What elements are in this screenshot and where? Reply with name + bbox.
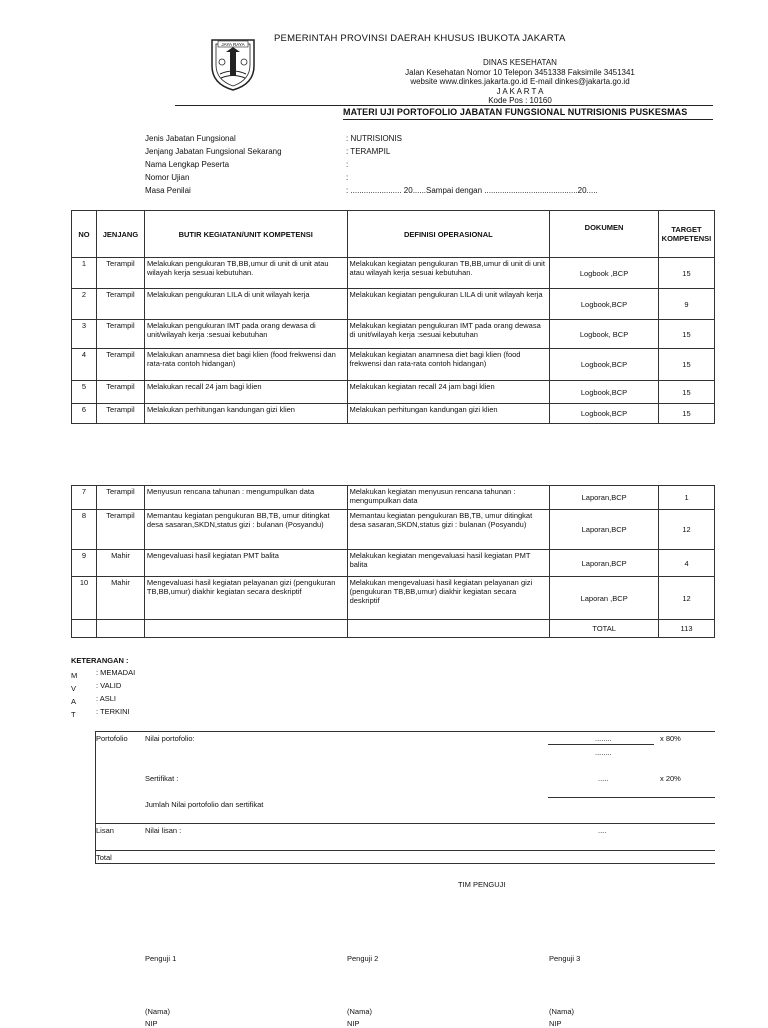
competency-table-1 bbox=[71, 210, 715, 424]
info-label: Masa Penilai bbox=[145, 186, 191, 195]
cell-no: 1 bbox=[72, 258, 97, 289]
title-underline bbox=[343, 119, 713, 120]
score-top-border bbox=[95, 731, 715, 732]
department-name: DINAS KESEHATAN bbox=[483, 58, 557, 67]
document-title: MATERI UJI PORTOFOLIO JABATAN FUNGSIONAL NUTRISIONIS PUSKESMAS bbox=[343, 107, 688, 117]
cell-butir: Melakukan anamnesa diet bagi klien (food frekwensi dan rata-rata contoh hidangan) bbox=[144, 349, 347, 381]
table-row bbox=[72, 289, 715, 320]
department-contact: website www.dinkes.jakarta.go.id E-mail dinkes@jakarta.go.id bbox=[410, 77, 630, 86]
header-jenjang: JENJANG bbox=[96, 211, 144, 258]
cell-butir: Melakukan pengukuran LILA di unit wilayah kerja bbox=[144, 289, 347, 320]
sertifikat-multiplier: x 20% bbox=[660, 774, 681, 783]
cell-butir: Melakukan recall 24 jam bagi klien bbox=[144, 381, 347, 404]
cell-butir: Melakukan perhitungan kandungan gizi klien bbox=[144, 404, 347, 424]
logo-text: JAYA RAYA bbox=[221, 42, 245, 47]
total-label-score: Total bbox=[96, 853, 112, 862]
table-row bbox=[72, 381, 715, 404]
jakarta-emblem-logo bbox=[208, 36, 258, 92]
header-dokumen: DOKUMEN bbox=[550, 211, 659, 258]
table-row bbox=[72, 404, 715, 424]
cell-dokumen: Logbook,BCP bbox=[550, 349, 659, 381]
penguji-2-nip: NIP bbox=[347, 1019, 360, 1028]
cell-dokumen: Laporan,BCP bbox=[550, 550, 659, 577]
cell-target: 15 bbox=[658, 404, 714, 424]
cell-target: 1 bbox=[659, 486, 715, 510]
cell-target: 12 bbox=[659, 577, 715, 620]
table-row bbox=[72, 349, 715, 381]
header-divider bbox=[175, 105, 713, 106]
penguji-1-nama: (Nama) bbox=[145, 1007, 171, 1016]
cell-dokumen: Laporan,BCP bbox=[550, 486, 659, 510]
cell-jenjang: Mahir bbox=[96, 550, 144, 577]
cell-target: 15 bbox=[658, 381, 714, 404]
cell-dokumen: Laporan,BCP bbox=[550, 510, 659, 550]
cell-definisi: Melakukan kegiatan menyusun rencana tahunan : mengumpulkan data bbox=[347, 486, 550, 510]
cell-jenjang: Terampil bbox=[96, 289, 144, 320]
header-definisi: DEFINISI OPERASIONAL bbox=[347, 211, 550, 258]
cell-jenjang: Terampil bbox=[96, 404, 144, 424]
jumlah-label: Jumlah Nilai portofolio dan sertifikat bbox=[145, 800, 264, 809]
cell-target: 4 bbox=[659, 550, 715, 577]
cell-jenjang: Terampil bbox=[96, 510, 144, 550]
tim-penguji-label: TIM PENGUJI bbox=[458, 880, 506, 889]
keterangan-key: T bbox=[71, 710, 76, 719]
cell-dokumen: Logbook,BCP bbox=[550, 381, 659, 404]
cell-no: 9 bbox=[72, 550, 97, 577]
penguji-2-nama: (Nama) bbox=[347, 1007, 373, 1016]
total-label: TOTAL bbox=[550, 620, 659, 638]
cell-butir: Mengevaluasi hasil kegiatan pelayanan gizi (pengukuran TB,BB,umur) diakhir kegiatan secara deskriptif bbox=[144, 577, 347, 620]
info-value: : bbox=[346, 160, 349, 169]
nilai-portofolio-label: Nilai portofolio: bbox=[145, 734, 195, 743]
sum-line bbox=[548, 797, 715, 798]
cell-target: 15 bbox=[658, 258, 714, 289]
cell-no: 7 bbox=[72, 486, 97, 510]
department-city: J A K A R T A bbox=[496, 86, 544, 96]
cell-definisi: Melakukan kegiatan pengukuran TB,BB,umur di unit di unit atau wilayah kerja sesuai kebutuhan. bbox=[347, 258, 550, 289]
score-left-border bbox=[95, 731, 96, 864]
table-row bbox=[72, 320, 715, 349]
portofolio-label: Portofolio bbox=[96, 734, 128, 743]
cell-no: 2 bbox=[72, 289, 97, 320]
government-title: PEMERINTAH PROVINSI DAERAH KHUSUS IBUKOTA JAKARTA bbox=[274, 33, 566, 44]
keterangan-key: M bbox=[71, 671, 78, 680]
portofolio-dots: ........ bbox=[595, 734, 612, 743]
cell-definisi: Melakukan mengevaluasi hasil kegiatan pelayanan gizi (pengukuran TB,BB,umur) diakhir kegiatan secara deskriptif bbox=[347, 577, 550, 620]
cell-dokumen: Logbook,BCP bbox=[550, 289, 659, 320]
cell-jenjang: Terampil bbox=[96, 349, 144, 381]
portofolio-underline bbox=[548, 744, 654, 745]
total-row bbox=[72, 620, 715, 638]
score-divider-lisan bbox=[95, 823, 715, 824]
cell-dokumen: Logbook ,BCP bbox=[550, 258, 659, 289]
header-butir: BUTIR KEGIATAN/UNIT KOMPETENSI bbox=[144, 211, 347, 258]
keterangan-desc: : VALID bbox=[96, 681, 122, 690]
keterangan-desc: : TERKINI bbox=[96, 707, 130, 716]
cell-definisi: Melakukan kegiatan pengukuran IMT pada orang dewasa di unit/wilayah kerja :sesuai kebutuhan bbox=[347, 320, 550, 349]
cell-jenjang: Terampil bbox=[96, 258, 144, 289]
cell-jenjang: Terampil bbox=[96, 486, 144, 510]
table-row bbox=[72, 258, 715, 289]
table-row bbox=[72, 486, 715, 510]
cell-definisi: Memantau kegiatan pengukuran BB,TB, umur ditingkat desa sasaran,SKDN,status gizi : bulanan (Posyandu) bbox=[347, 510, 550, 550]
cell-dokumen: Logbook, BCP bbox=[550, 320, 659, 349]
keterangan-key: V bbox=[71, 684, 77, 693]
cell-target: 12 bbox=[659, 510, 715, 550]
cell-butir: Melakukan pengukuran TB,BB,umur di unit di unit atau wilayah kerja sesuai kebutuhan. bbox=[144, 258, 347, 289]
cell-jenjang: Terampil bbox=[96, 381, 144, 404]
cell-dokumen: Logbook,BCP bbox=[550, 404, 659, 424]
info-label: Nama Lengkap Peserta bbox=[145, 160, 230, 169]
cell-butir: Mengevaluasi hasil kegiatan PMT balita bbox=[144, 550, 347, 577]
penguji-3-label: Penguji 3 bbox=[549, 954, 581, 963]
cell-no: 6 bbox=[72, 404, 97, 424]
cell-no: 3 bbox=[72, 320, 97, 349]
header-target: TARGET KOMPETENSI bbox=[658, 211, 714, 258]
keterangan-desc: : MEMADAI bbox=[96, 668, 136, 677]
lisan-label: Lisan bbox=[96, 826, 114, 835]
table-row bbox=[72, 510, 715, 550]
competency-table-2 bbox=[71, 485, 715, 638]
keterangan-key: A bbox=[71, 697, 77, 706]
cell-no: 10 bbox=[72, 577, 97, 620]
table-row bbox=[72, 577, 715, 620]
info-value: : TERAMPIL bbox=[346, 147, 391, 156]
cell-jenjang: Mahir bbox=[96, 577, 144, 620]
lisan-dots: .... bbox=[598, 826, 607, 835]
score-divider-total bbox=[95, 850, 715, 851]
cell-no: 5 bbox=[72, 381, 97, 404]
cell-butir: Menyusun rencana tahunan : mengumpulkan data bbox=[144, 486, 347, 510]
cell-butir: Memantau kegiatan pengukuran BB,TB, umur ditingkat desa sasaran,SKDN,status gizi : bulanan (Posyandu) bbox=[144, 510, 347, 550]
keterangan-title: KETERANGAN : bbox=[71, 656, 129, 665]
cell-jenjang: Terampil bbox=[96, 320, 144, 349]
sertifikat-dots: ..... bbox=[598, 774, 609, 783]
info-label: Jenis Jabatan Fungsional bbox=[145, 134, 236, 143]
info-value: : bbox=[346, 173, 349, 182]
header-no: NO bbox=[72, 211, 97, 258]
penguji-2-label: Penguji 2 bbox=[347, 954, 379, 963]
total-value: 113 bbox=[659, 620, 715, 638]
info-value: : ....................... 20......Sampai dengan ..........................................20..... bbox=[346, 186, 598, 195]
score-bottom-border bbox=[95, 863, 715, 864]
info-label: Nomor Ujian bbox=[145, 173, 190, 182]
sertifikat-label: Sertifikat : bbox=[145, 774, 179, 783]
cell-definisi: Melakukan kegiatan mengevaluasi hasil kegiatan PMT balita bbox=[347, 550, 550, 577]
portofolio-dots-2: ........ bbox=[595, 748, 612, 757]
cell-target: 15 bbox=[658, 349, 714, 381]
department-postal: Kode Pos : 10160 bbox=[488, 96, 552, 105]
portofolio-multiplier: x 80% bbox=[660, 734, 681, 743]
cell-no: 8 bbox=[72, 510, 97, 550]
cell-definisi: Melakukan kegiatan pengukuran LILA di unit wilayah kerja bbox=[347, 289, 550, 320]
department-address: Jalan Kesehatan Nomor 10 Telepon 3451338 Faksimile 3451341 bbox=[405, 67, 635, 77]
department-info bbox=[390, 58, 650, 106]
cell-dokumen: Laporan ,BCP bbox=[550, 577, 659, 620]
nilai-lisan-label: Nilai lisan : bbox=[145, 826, 182, 835]
cell-no: 4 bbox=[72, 349, 97, 381]
keterangan-desc: : ASLI bbox=[96, 694, 117, 703]
cell-definisi: Melakukan perhitungan kandungan gizi klien bbox=[347, 404, 550, 424]
cell-target: 9 bbox=[658, 289, 714, 320]
table-row bbox=[72, 550, 715, 577]
penguji-1-nip: NIP bbox=[145, 1019, 158, 1028]
info-label: Jenjang Jabatan Fungsional Sekarang bbox=[145, 147, 282, 156]
penguji-1-label: Penguji 1 bbox=[145, 954, 177, 963]
cell-butir: Melakukan pengukuran IMT pada orang dewasa di unit/wilayah kerja :sesuai kebutuhan bbox=[144, 320, 347, 349]
penguji-3-nama: (Nama) bbox=[549, 1007, 575, 1016]
penguji-3-nip: NIP bbox=[549, 1019, 562, 1028]
cell-target: 15 bbox=[658, 320, 714, 349]
cell-definisi: Melakukan kegiatan recall 24 jam bagi klien bbox=[347, 381, 550, 404]
info-value: : NUTRISIONIS bbox=[346, 134, 403, 143]
cell-definisi: Melakukan kegiatan anamnesa diet bagi klien (food frekwensi dan rata-rata contoh hidangan) bbox=[347, 349, 550, 381]
